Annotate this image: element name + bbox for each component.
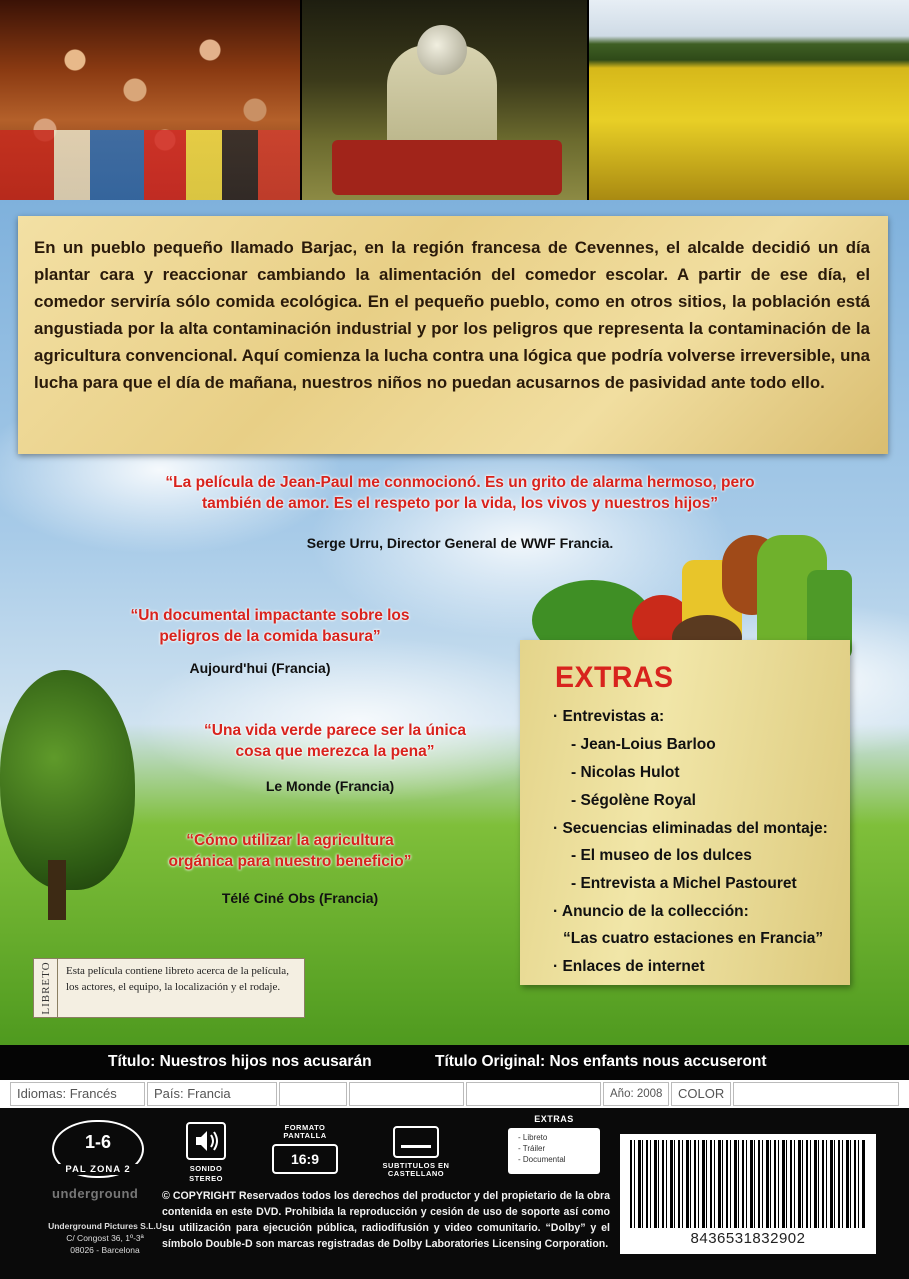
extras-item-4: - Ségolène Royal: [571, 792, 696, 809]
quote-2: [80, 605, 460, 647]
info-color: COLOR: [671, 1082, 731, 1106]
extras-item-3: - Nicolas Hulot: [571, 764, 680, 781]
extras-badge-item-3: - Documental: [518, 1155, 566, 1164]
quote-4-source: Télé Ciné Obs (Francia): [221, 890, 379, 906]
extras-title: EXTRAS: [555, 661, 674, 694]
info-empty-3: [466, 1082, 601, 1106]
info-row: [0, 1080, 909, 1108]
quote-4: [110, 830, 470, 872]
title-bar: [0, 1045, 909, 1080]
info-empty-4: [733, 1082, 899, 1106]
barcode-number: 8436531832902: [690, 1230, 806, 1247]
extras-item-8: · Anuncio de la collección:: [553, 903, 749, 920]
zone-label: PAL ZONA 2: [50, 1164, 146, 1175]
crowd-photo: [0, 0, 300, 200]
info-empty-2: [349, 1082, 464, 1106]
info-empty-1: [279, 1082, 347, 1106]
distributor-address: [40, 1220, 170, 1256]
extras-item-10: · Enlaces de internet: [553, 958, 705, 975]
format-badge: [272, 1144, 338, 1174]
quote-3-line-1: “Una vida verde parece ser la única: [204, 722, 466, 739]
title-original: Título Original: Nos enfants nous accuseront: [435, 1053, 767, 1070]
speaker-icon: [186, 1122, 226, 1160]
info-year: Año: 2008: [603, 1082, 669, 1106]
extras-badge-item-2: - Tráiler: [518, 1144, 546, 1153]
tree-trunk: [48, 860, 66, 920]
quote-3-line-2: cosa que merezca la pena”: [235, 743, 435, 760]
extras-item-9: “Las cuatro estaciones en Francia”: [563, 930, 824, 947]
title-spanish: Título: Nuestros hijos nos acusarán: [108, 1053, 372, 1070]
libreto-tab: [34, 959, 58, 1017]
format-label: FORMATO PANTALLA: [283, 1123, 327, 1140]
copyright-text: © COPYRIGHT Reservados todos los derechos del productor y del propietario de la obra contenida en este DVD. Prohibida la reproducción y cesión de uso de soporte así como su utilización para ejecución pública, radiodifusión y video comunitario. “Dolby” y el símbolo Double-D son marcas registradas de Dolby Laboratories Licensing Corporation.: [162, 1190, 610, 1250]
quote-2-line-1: “Un documental impactante sobre los: [130, 607, 410, 624]
sound-label: SONIDO: [189, 1164, 223, 1173]
info-country: País: Francia: [147, 1082, 277, 1106]
quote-2-source: Aujourd'hui (Francia): [189, 660, 331, 676]
age-zone-logo: [52, 1120, 144, 1178]
libreto-text: Esta película contiene libreto acerca de la película, los actores, el equipo, la localización y el rodaje.: [66, 965, 289, 993]
quote-3-source: Le Monde (Francia): [265, 778, 395, 794]
libreto-tab-label: LIBRETO: [40, 961, 52, 1015]
extras-badge: [508, 1128, 600, 1174]
format-value: 16:9: [290, 1151, 320, 1167]
sound-value: STEREO: [189, 1174, 223, 1183]
barcode-bars: [630, 1140, 866, 1228]
synopsis-panel: [18, 216, 888, 454]
distributor-street: C/ Congost 36, 1º-3ª: [66, 1233, 144, 1243]
quote-3: [155, 720, 515, 762]
extras-badge-label: EXTRAS: [534, 1114, 574, 1124]
quote-4-line-2: orgánica para nuestro beneficio”: [168, 853, 412, 870]
synopsis-text: En un pueblo pequeño llamado Barjac, en la región francesa de Cevennes, el alcalde decidió un día plantar cara y reaccionar cambiando la alimentación del comedor escolar. A partir de ese día, el comedor serviría sólo comida ecológica. En el pequeño pueblo, como en otros sitios, la población está angustiada por la alta contaminación industrial y por los peligros que representa la contaminación de la agricultura convencional. Aquí comienza la lucha contra una lógica que podría volverse irreversible, una lucha para que el día de mañana, nuestros niños no puedan acusarnos de pasividad ante todo ello.: [34, 238, 870, 392]
bottom-specs: [0, 1108, 909, 1279]
extras-badge-item-1: - Libreto: [518, 1133, 548, 1142]
age-rating: 1-6: [84, 1132, 111, 1152]
quote-1-source: Serge Urru, Director General de WWF Francia.: [306, 535, 614, 551]
quote-1-line-2: también de amor. Es el respeto por la vida, los vivos y nuestros hijos”: [202, 495, 718, 512]
cover-middle: [0, 200, 909, 1045]
extras-item-6: - El museo de los dulces: [571, 847, 752, 864]
libreto-box: [33, 958, 305, 1018]
sunflower-field-photo: [589, 0, 909, 200]
subtitles-icon: [393, 1126, 439, 1158]
quote-2-line-2: peligros de la comida basura”: [159, 628, 381, 645]
extras-item-1: · Entrevistas a:: [553, 708, 665, 725]
underground-logo: underground: [52, 1186, 139, 1201]
distributor-city: 08026 - Barcelona: [70, 1245, 140, 1255]
extras-item-7: - Entrevista a Michel Pastouret: [571, 875, 797, 892]
quote-4-line-1: “Cómo utilizar la agricultura: [186, 832, 394, 849]
extras-item-5: · Secuencias eliminadas del montaje:: [553, 820, 828, 837]
info-languages: Idiomas: Francés: [10, 1082, 145, 1106]
vegetables-illustration: [522, 520, 852, 660]
quote-1-line-1: “La película de Jean-Paul me conmocionó. Es un grito de alarma hermoso, pero: [165, 474, 755, 491]
extras-item-2: - Jean-Loius Barloo: [571, 736, 716, 753]
distributor-name: Underground Pictures S.L.U: [48, 1221, 162, 1231]
subtitles-label: SUBTITULOS EN CASTELLANO: [382, 1161, 450, 1178]
tractor-photo: [302, 0, 587, 200]
quote-1: [70, 472, 850, 514]
barcode: [620, 1134, 876, 1254]
